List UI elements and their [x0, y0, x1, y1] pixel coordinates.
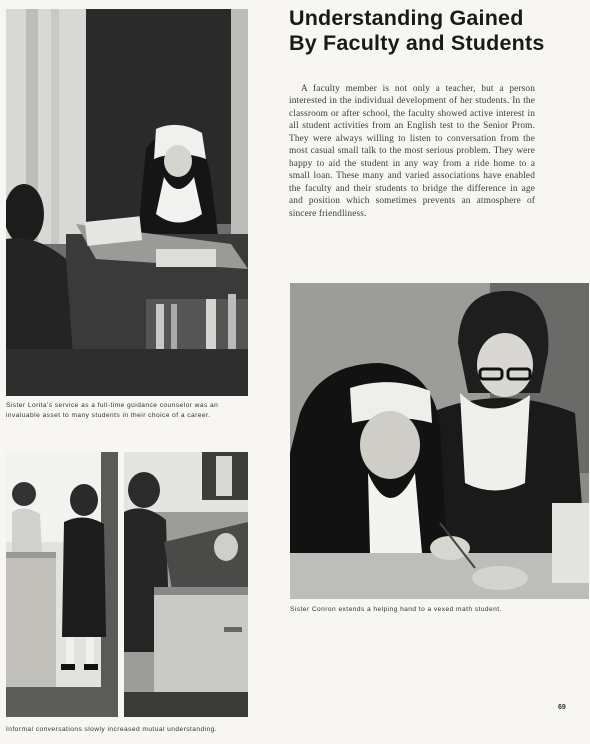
caption-conversations: Informal conversations slowly increased mutual understanding. — [6, 726, 218, 733]
caption-math: Sister Conron extends a helping hand to a vexed math student. — [290, 606, 502, 613]
headline-line-2: By Faculty and Students — [289, 31, 545, 55]
article-headline — [289, 6, 589, 56]
photo-math-help — [290, 283, 589, 599]
photo-guidance-counselor — [6, 9, 248, 396]
photo-car-conversation — [124, 452, 248, 717]
photo-conversation-hall — [6, 452, 118, 717]
caption-guidance: Sister Lorita's service as a full-time guidance counselor was an invaluable asset to many students in their choice of a career. — [6, 402, 219, 419]
page-number: 69 — [558, 704, 566, 711]
article-body: A faculty member is not only a teacher, but a person interested in the individual development of her students. In the classroom or after school, the faculty showed active interest in all student activities from an English test to the Senior Prom. They were always willing to listen to conversation from the most casual small talk to the most serious problem. They were happy to aid the student in any way from a ride home to a small loan. These many and varied associations have enabled the faculty and their students to bridge the difference in age and position which sometimes prevents an atmosphere of sincere friendliness. — [289, 84, 535, 219]
headline-line-1: Understanding Gained — [289, 6, 524, 30]
